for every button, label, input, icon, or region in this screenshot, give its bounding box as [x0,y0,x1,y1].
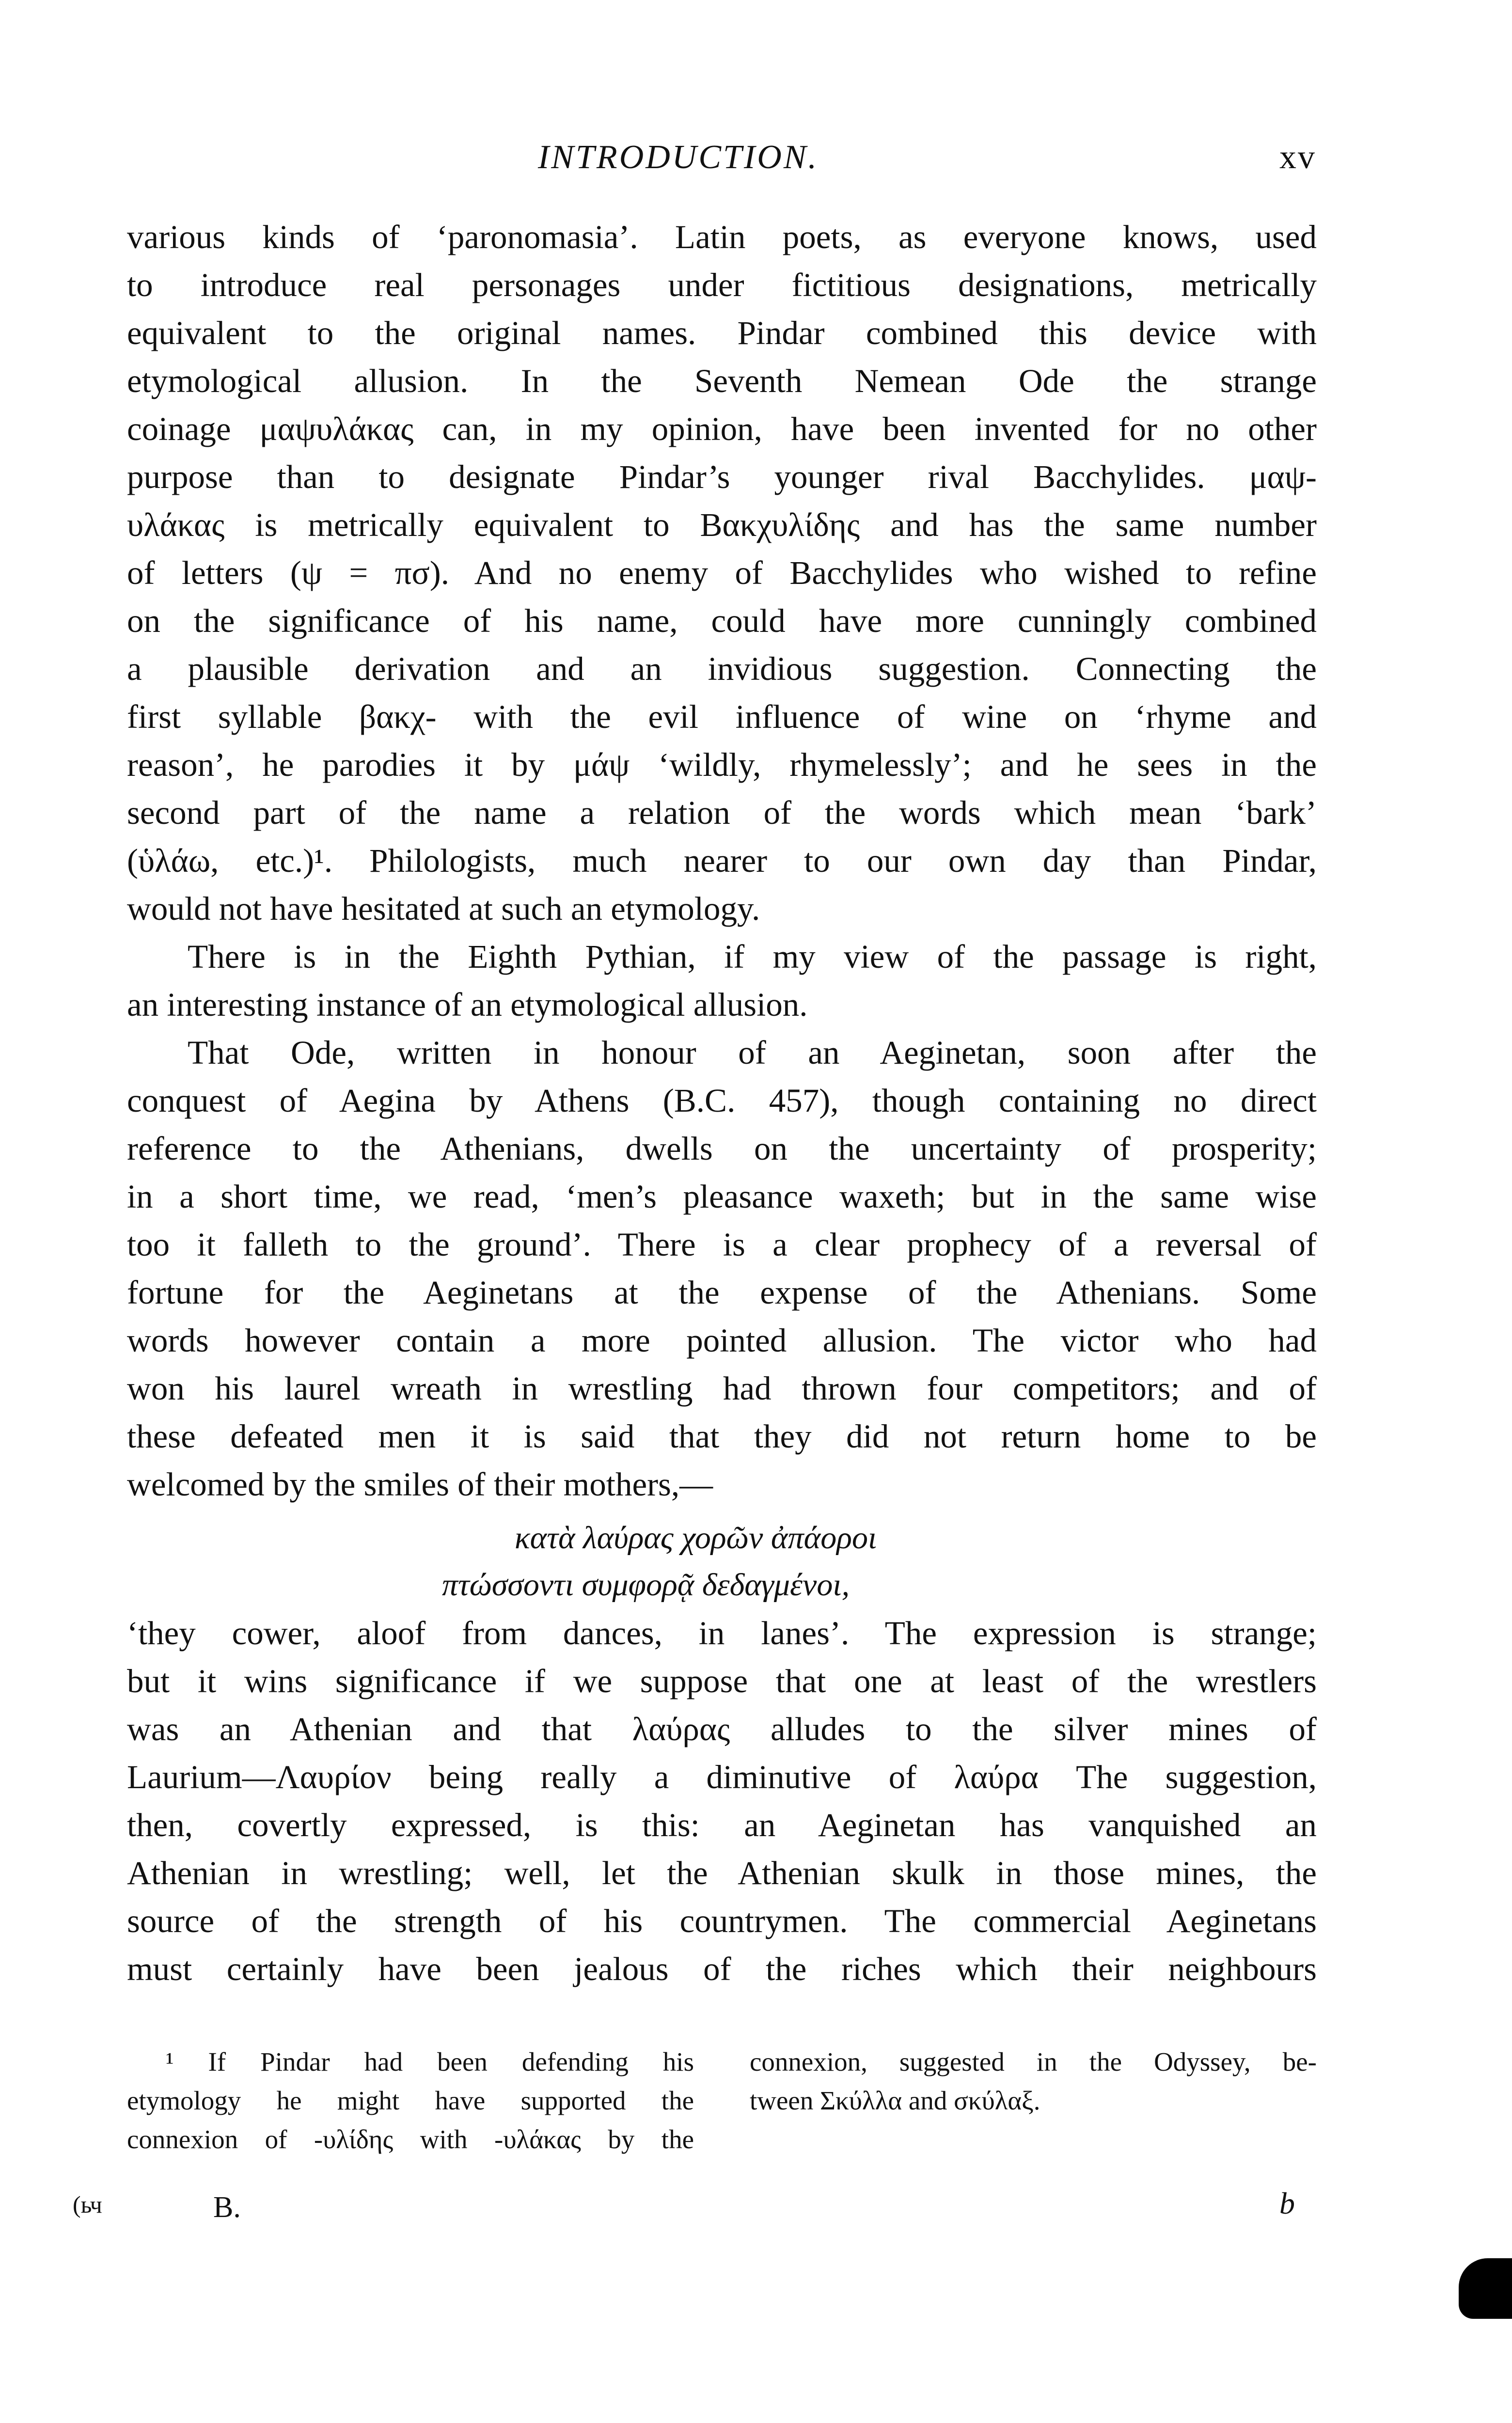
text-line: purpose than to designate Pindar’s younger rival Bacchylides. μαψ- [127,458,1317,495]
footnote-line: tween Σκύλλα and σκύλαξ. [750,2086,1040,2115]
ink-blot [1459,2258,1512,2319]
footnote-line: ¹ If Pindar had been defending his [166,2047,694,2077]
text-line: of letters (ψ = πσ). And no enemy of Bacchylides who wished to refine [127,554,1317,591]
text-line: these defeated men it is said that they did not return home to be [127,1418,1317,1455]
margin-mark: (ьч [73,2191,102,2218]
text-line: coinage μαψυλάκας can, in my opinion, have been invented for no other [127,410,1317,447]
text-line: ‘they cower, aloof from dances, in lanes’. The expression is strange; [127,1615,1317,1652]
text-line: equivalent to the original names. Pindar combined this device with [127,315,1317,351]
text-line: reason’, he parodies it by μάψ ‘wildly, rhymelessly’; and he sees in the [127,746,1317,783]
footnotes [127,2043,1317,2159]
text-line: won his laurel wreath in wrestling had thrown four competitors; and of [127,1370,1317,1407]
text-line: conquest of Aegina by Athens (B.C. 457), though containing no direct [127,1082,1317,1119]
text-line: fortune for the Aeginetans at the expense of the Athenians. Some [127,1274,1317,1311]
text-line: etymological allusion. In the Seventh Nemean Ode the strange [127,362,1317,399]
text-line: but it wins significance if we suppose that one at least of the wrestlers [127,1663,1317,1699]
running-head-title: INTRODUCTION. [538,139,819,176]
text-line: in a short time, we read, ‘men’s pleasance waxeth; but in the same wise [127,1178,1317,1215]
text-line: There is in the Eighth Pythian, if my view of the passage is right, [188,938,1317,975]
verse-line: πτώσσοντι συμφορᾷ δεδαγμένοι, [442,1567,850,1603]
text-line: various kinds of ‘paronomasia’. Latin poets, as everyone knows, used [127,219,1317,255]
text-line: must certainly have been jealous of the riches which their neighbours [127,1951,1317,1987]
text-line: too it falleth to the ground’. There is a clear prophecy of a reversal of [127,1226,1317,1263]
footnote-line: etymology he might have supported the [127,2086,694,2115]
gathering-letter: b [1279,2186,1295,2220]
text-line: That Ode, written in honour of an Aeginetan, soon after the [188,1034,1317,1071]
text-line: to introduce real personages under fictitious designations, metrically [127,267,1317,303]
page-number: xv [1279,139,1316,176]
footnote-column-left [127,2043,694,2159]
text-line: second part of the name a relation of the words which mean ‘bark’ [127,794,1317,831]
text-line: an interesting instance of an etymological allusion. [127,986,808,1023]
text-line: Athenian in wrestling; well, let the Athenian skulk in those mines, the [127,1855,1317,1891]
text-line: welcomed by the smiles of their mothers,— [127,1466,713,1503]
text-line: first syllable βακχ- with the evil influence of wine on ‘rhyme and [127,698,1317,735]
footnote-line: connexion of -υλίδης with -υλάκας by the [127,2124,694,2154]
text-line: (ὑλάω, etc.)¹. Philologists, much nearer to our own day than Pindar, [127,842,1317,879]
verse-line: κατὰ λαύρας χορῶν ἀπάοροι [515,1520,877,1556]
text-line: reference to the Athenians, dwells on the uncertainty of prosperity; [127,1130,1317,1167]
text-line: would not have hesitated at such an etymology. [127,890,760,927]
text-line: υλάκας is metrically equivalent to Βακχυλίδης and has the same number [127,506,1317,543]
signature-mark: B. [213,2191,241,2224]
body-text [127,213,1317,1993]
text-line: was an Athenian and that λαύρας alludes to the silver mines of [127,1711,1317,1747]
footnote-line: connexion, suggested in the Odyssey, be- [750,2047,1317,2077]
text-line: Laurium—Λαυρίον being really a diminutive of λαύρα The suggestion, [127,1759,1317,1795]
footnote-column-right [750,2043,1317,2159]
text-line: on the significance of his name, could have more cunningly combined [127,602,1317,639]
text-line: then, covertly expressed, is this: an Aeginetan has vanquished an [127,1807,1317,1843]
text-line: source of the strength of his countrymen. The commercial Aeginetans [127,1903,1317,1939]
text-line: a plausible derivation and an invidious suggestion. Connecting the [127,650,1317,687]
text-line: words however contain a more pointed allusion. The victor who had [127,1322,1317,1359]
